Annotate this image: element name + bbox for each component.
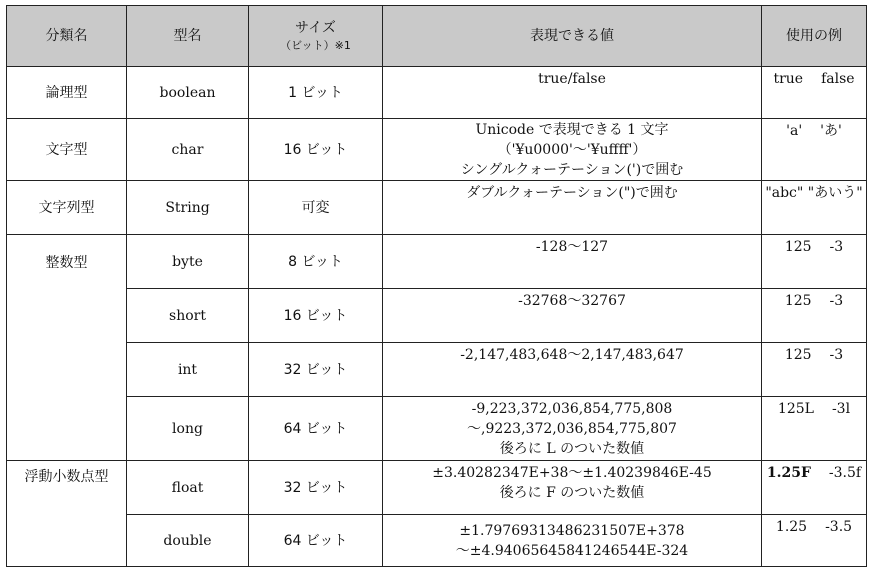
values-line: ±3.40282347E+38～±1.40239846E-45 — [432, 465, 712, 481]
example-value: -3 — [829, 347, 844, 363]
values-line: シングルクォーテーション(')で囲む — [460, 161, 684, 178]
table-row — [7, 461, 867, 515]
header-size-note: （ビット）※1 — [280, 39, 351, 52]
type-cell: short — [127, 289, 249, 343]
header-category: 分類名 — [7, 6, 127, 67]
size-cell: 16 ビット — [249, 289, 383, 343]
category-cell: 整数型 — [7, 235, 127, 461]
table-row — [7, 515, 867, 567]
table-row — [7, 343, 867, 397]
type-cell: float — [127, 461, 249, 515]
example-cell — [762, 343, 867, 397]
values-cell — [383, 181, 762, 235]
data-type-table — [6, 5, 867, 567]
category-cell: 浮動小数点型 — [7, 461, 127, 567]
values-line: Unicode で表現できる 1 文字 — [475, 121, 669, 138]
values-line: -128～127 — [535, 239, 609, 255]
table-row — [7, 289, 867, 343]
category-cell: 文字型 — [7, 119, 127, 181]
table-row — [7, 235, 867, 289]
example-value: -3 — [829, 239, 844, 255]
example-value: 'あ' — [820, 123, 842, 139]
type-cell: double — [127, 515, 249, 567]
example-cell — [762, 235, 867, 289]
values-line: （'¥u0000'～'¥uffff'） — [497, 141, 647, 158]
size-cell: 64 ビット — [249, 397, 383, 461]
category-cell: 論理型 — [7, 67, 127, 119]
example-value: 1.25 — [775, 519, 808, 535]
values-cell — [383, 397, 762, 461]
size-cell: 16 ビット — [249, 119, 383, 181]
values-line: -9,223,372,036,854,775,808 — [471, 400, 673, 417]
example-cell — [762, 397, 867, 461]
example-cell — [762, 181, 867, 235]
size-cell: 32 ビット — [249, 343, 383, 397]
values-cell — [383, 461, 762, 515]
example-value: true — [773, 71, 804, 87]
example-cell — [762, 119, 867, 181]
example-value: false — [821, 71, 855, 87]
header-size — [249, 6, 383, 67]
example-value: 1.25F — [766, 465, 811, 481]
example-value: 125 — [784, 239, 812, 255]
header-type-name: 型名 — [127, 6, 249, 67]
values-cell — [383, 343, 762, 397]
values-cell — [383, 235, 762, 289]
size-cell: 1 ビット — [249, 67, 383, 119]
example-cell — [762, 461, 867, 515]
values-cell — [383, 515, 762, 567]
example-value: -3 — [829, 293, 844, 309]
type-cell: int — [127, 343, 249, 397]
example-cell — [762, 289, 867, 343]
header-example: 使用の例 — [762, 6, 867, 67]
values-line: 後ろに F のついた数値 — [499, 485, 645, 501]
values-line: ±1.79769313486231507E+378 — [459, 522, 685, 539]
table-row — [7, 181, 867, 235]
type-cell: String — [127, 181, 249, 235]
header-size-label: サイズ — [295, 20, 336, 36]
table-row — [7, 119, 867, 181]
example-cell — [762, 515, 867, 567]
type-cell: boolean — [127, 67, 249, 119]
type-cell: byte — [127, 235, 249, 289]
values-cell — [383, 67, 762, 119]
values-line: true/false — [538, 71, 606, 87]
type-cell: char — [127, 119, 249, 181]
values-cell — [383, 119, 762, 181]
example-cell — [762, 67, 867, 119]
example-value: 125 — [784, 293, 812, 309]
example-value: 125 — [784, 347, 812, 363]
size-cell: 8 ビット — [249, 235, 383, 289]
header-values: 表現できる値 — [383, 6, 762, 67]
values-line: ～±4.94065645841246544E-324 — [455, 542, 689, 559]
example-value: "abc" "あいう" — [765, 185, 863, 201]
example-value: -3l — [831, 401, 851, 417]
example-value: 125L — [777, 401, 814, 417]
values-line: -32768～32767 — [518, 293, 626, 309]
table-row — [7, 67, 867, 119]
type-cell: long — [127, 397, 249, 461]
category-cell: 文字列型 — [7, 181, 127, 235]
example-value: 'a' — [786, 123, 803, 139]
table-row — [7, 397, 867, 461]
values-line: -2,147,483,648～2,147,483,647 — [460, 347, 684, 363]
size-cell: 32 ビット — [249, 461, 383, 515]
values-cell — [383, 289, 762, 343]
values-line: ダブルクォーテーション(")で囲む — [466, 185, 678, 201]
size-cell: 可変 — [249, 181, 383, 235]
values-line: 後ろに L のついた数値 — [499, 440, 645, 457]
values-line: ～,9223,372,036,854,775,807 — [467, 420, 677, 437]
example-value: -3.5 — [825, 519, 853, 535]
example-value: -3.5f — [828, 465, 862, 481]
size-cell: 64 ビット — [249, 515, 383, 567]
header-row — [7, 6, 867, 67]
